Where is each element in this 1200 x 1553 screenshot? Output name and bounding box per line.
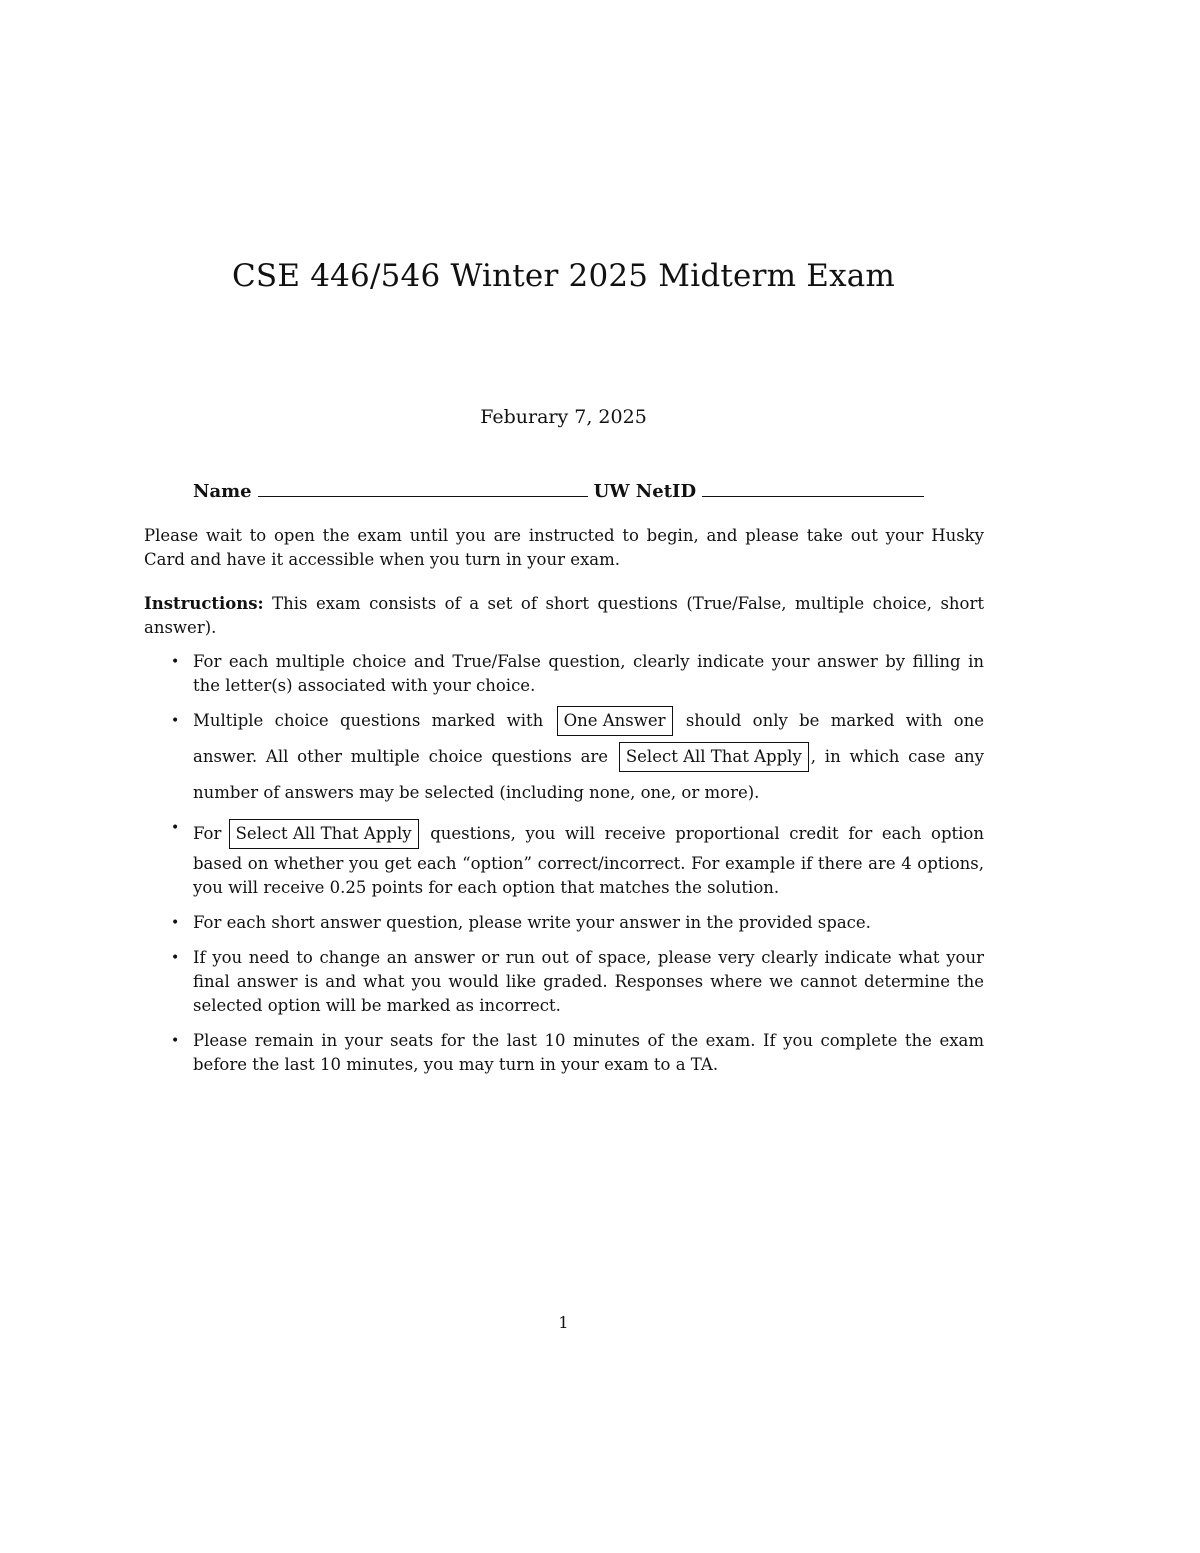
select-all-box: Select All That Apply xyxy=(229,819,419,849)
bullet-text-fill-letters: For each multiple choice and True/False question, clearly indicate your answer by filling in the letter(s) associated with your choice. xyxy=(193,652,984,695)
list-item xyxy=(193,946,984,1018)
instructions-label: Instructions: xyxy=(144,594,264,613)
instructions-paragraph xyxy=(144,592,984,640)
name-blank-line[interactable] xyxy=(258,480,588,497)
list-item xyxy=(193,816,984,900)
exam-date: Feburary 7, 2025 xyxy=(480,406,647,428)
list-item xyxy=(193,1029,984,1077)
bullet-text-credit-intro: For xyxy=(193,824,222,843)
select-all-box: Select All That Apply xyxy=(619,742,809,772)
exam-title: CSE 446/546 Winter 2025 Midterm Exam xyxy=(231,258,896,294)
bullet-text-short-answer: For each short answer question, please write your answer in the provided space. xyxy=(193,913,871,932)
list-item xyxy=(193,650,984,698)
page-number: 1 xyxy=(558,1313,569,1332)
bullet-text-remain-seated: Please remain in your seats for the last 10 minutes of the exam. If you complete the exam before the last 10 minutes, you may turn in your exam to a TA. xyxy=(193,1031,984,1074)
instructions-text: This exam consists of a set of short questions (True/False, multiple choice, short answer). xyxy=(144,594,984,637)
netid-blank-line[interactable] xyxy=(702,480,924,497)
name-label: Name xyxy=(193,481,252,502)
netid-label: UW NetID xyxy=(593,481,697,502)
list-item xyxy=(193,911,984,935)
instruction-list xyxy=(193,650,984,1088)
list-item xyxy=(193,703,984,811)
bullet-text-one-answer-intro: Multiple choice questions marked with xyxy=(193,711,544,730)
bullet-text-select-all-post: , in which case any number of answers may be selected (including none, one, or more). xyxy=(193,747,984,802)
one-answer-box: One Answer xyxy=(557,706,673,736)
bullet-text-one-answer-mid: should only be marked with one answer. All other multiple choice questions are xyxy=(193,711,984,766)
bullet-text-credit-details: questions, you will receive proportional credit for each option based on whether you get each “option” correct/incorrect. For example if there are 4 options, you will receive 0.25 points for each option that matches the solution. xyxy=(193,824,984,897)
bullet-text-change-answer: If you need to change an answer or run out of space, please very clearly indicate what your final answer is and what you would like graded. Responses where we cannot determine the selected option will be marked as incorrect. xyxy=(193,948,984,1015)
identity-fields xyxy=(193,480,930,502)
wait-paragraph: Please wait to open the exam until you are instructed to begin, and please take out your Husky Card and have it accessible when you turn in your exam. xyxy=(144,526,984,569)
